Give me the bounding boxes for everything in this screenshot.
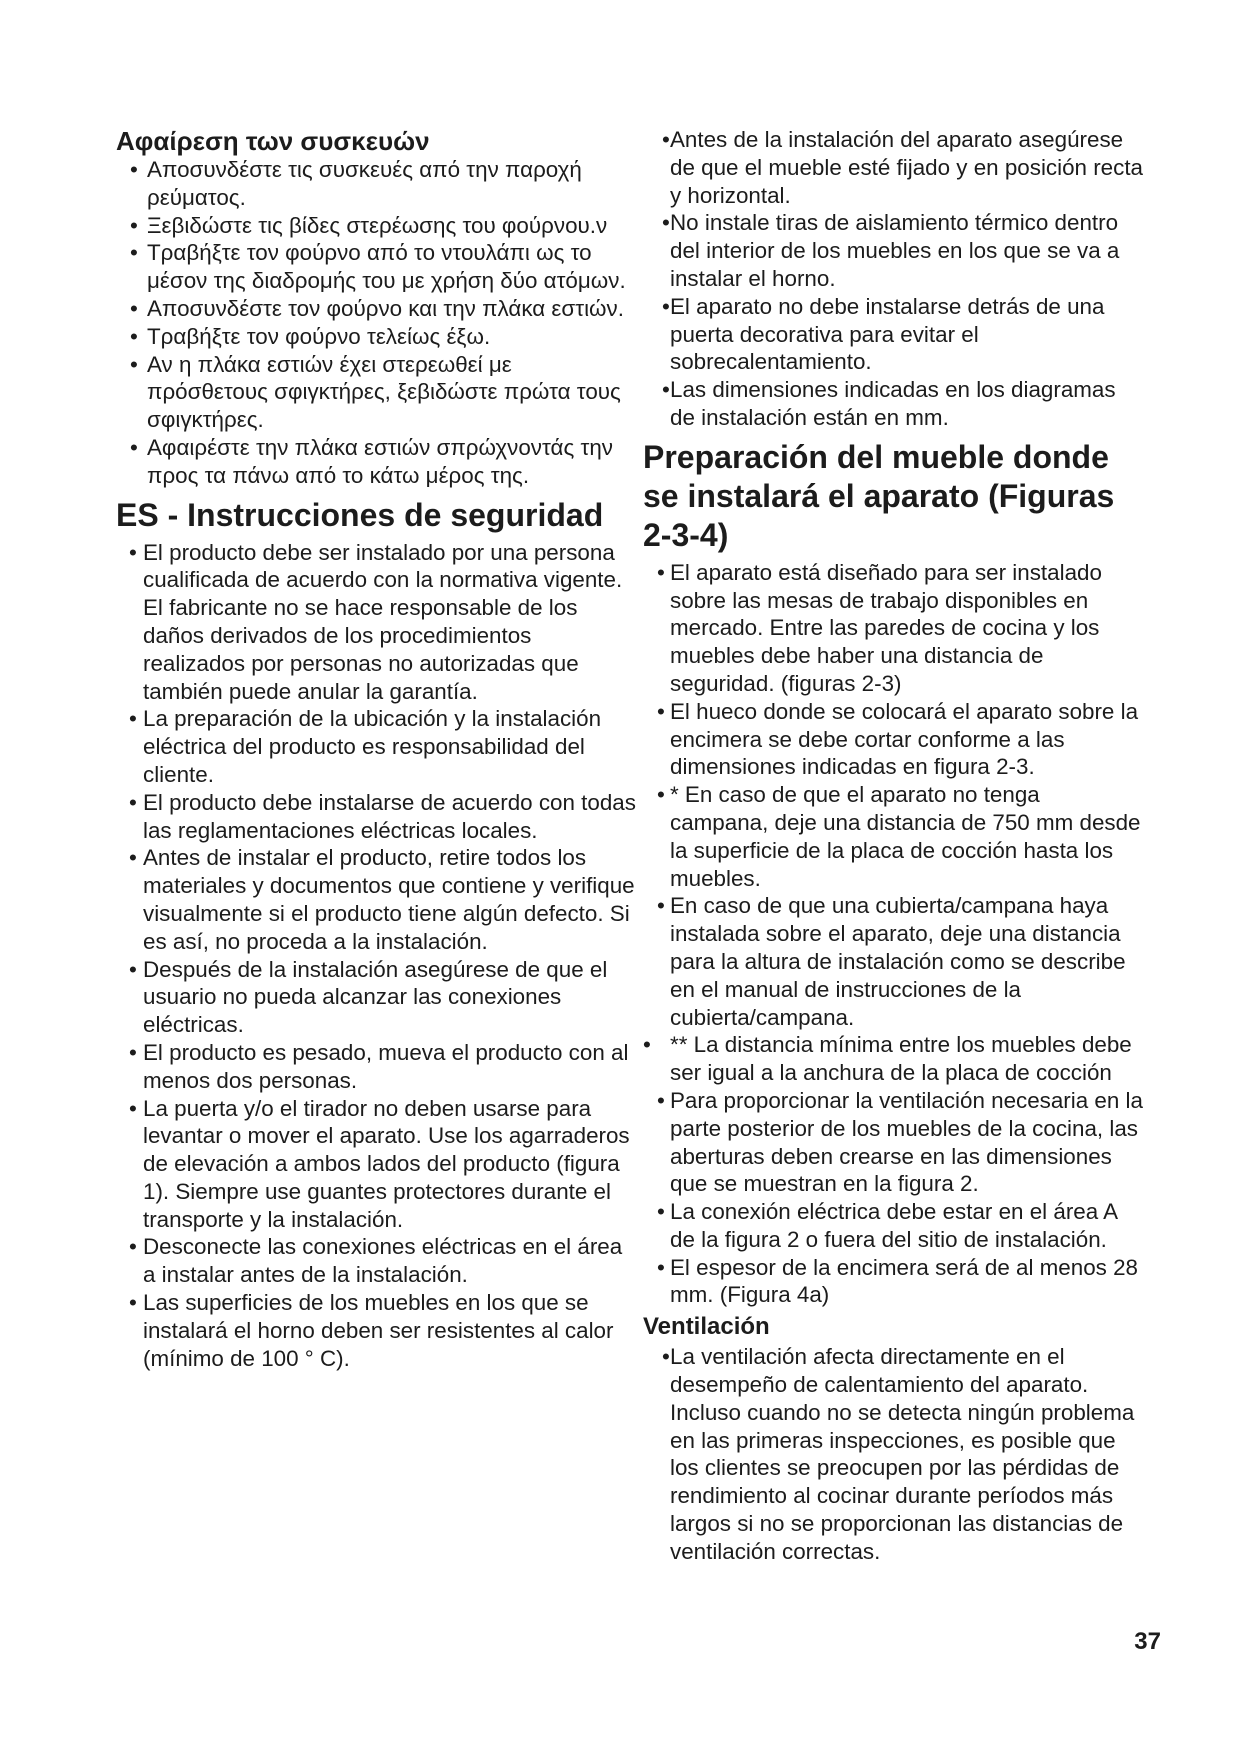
greek-removal-list (116, 156, 636, 490)
greek-section-heading: Αφαίρεση των συσκευών (116, 126, 430, 156)
list-item: • El espesor de la encimera será de al menos 28 mm. (Figura 4a) (657, 1254, 1138, 1308)
list-item: • La ventilación afecta directamente en el desempeño de calentamiento del aparato. Incluso cuando no se detecta ningún problema en las primeras inspecciones, es posible que los clientes se preocupen por las pérdidas de rendimiento al cocinar durante períodos más largos si no se proporcionan las distancias de ventilación correctas. (662, 1344, 1135, 1564)
installation-notes-list (643, 126, 1143, 432)
list-item: • La preparación de la ubicación y la instalación eléctrica del producto es responsabilidad del cliente. (129, 706, 602, 787)
list-item: • El aparato está diseñado para ser instalado sobre las mesas de trabajo disponibles en mercado. Entre las paredes de cocina y los muebles debe haber una distancia de seguridad. (figuras 2-3) (657, 559, 1102, 696)
list-item: • El hueco donde se colocará el aparato sobre la encimera se debe cortar conforme a las dimensiones indicadas en figura 2-3. (657, 698, 1139, 780)
list-item: • El producto es pesado, mueva el producto con al menos dos personas. (129, 1039, 629, 1093)
left-column (116, 126, 636, 1372)
furniture-preparation-list (643, 559, 1143, 1310)
list-item: • Αποσυνδέστε τον φούρνο και την πλάκα εστιών. (130, 295, 624, 321)
list-item: • Antes de instalar el producto, retire todos los materiales y documentos que contiene y verifique visualmente si el producto tiene algún defecto. Si es así, no proceda a la instalación. (129, 845, 635, 954)
list-item: • Αν η πλάκα εστιών έχει στερεωθεί με πρόσθετους σφιγκτήρες, ξεβιδώστε πρώτα τους σφιγκτήρες. (130, 351, 621, 433)
es-safety-list (116, 539, 636, 1373)
list-item: • La puerta y/o el tirador no deben usarse para levantar o mover el aparato. Use los agarraderos de elevación a ambos lados del producto (figura 1). Siempre use guantes protectores durante el transporte y la instalación. (129, 1095, 630, 1232)
list-item: • Antes de la instalación del aparato asegúrese de que el mueble esté fijado y en posición recta y horizontal. (662, 127, 1143, 208)
list-item: • No instale tiras de aislamiento térmico dentro del interior de los muebles en los que se va a instalar el horno. (662, 210, 1120, 291)
list-item: • Después de la instalación asegúrese de que el usuario no pueda alcanzar las conexiones eléctricas. (129, 956, 608, 1038)
es-safety-heading: ES - Instrucciones de seguridad (116, 496, 604, 533)
list-item: • ** La distancia mínima entre los muebles debe ser igual a la anchura de la placa de cocción (643, 1032, 1132, 1086)
list-item: • Τραβήξτε τον φούρνο τελείως έξω. (130, 323, 491, 349)
list-item: • Las dimensiones indicadas en los diagramas de instalación están en mm. (662, 377, 1116, 430)
page-number: 37 (1134, 1628, 1161, 1655)
list-item: • El aparato no debe instalarse detrás de una puerta decorativa para evitar el sobrecalentamiento. (662, 293, 1105, 375)
list-item: • Para proporcionar la ventilación necesaria en la parte posterior de los muebles de la cocina, las aberturas deben crearse en las dimensiones que se muestran en la figura 2. (657, 1087, 1143, 1197)
furniture-preparation-heading: Preparación del mueble donde se instalará el aparato (Figuras 2-3-4) (643, 438, 1115, 553)
list-item: • El producto debe instalarse de acuerdo con todas las reglamentaciones eléctricas locales. (129, 789, 636, 843)
list-item: • En caso de que una cubierta/campana haya instalada sobre el aparato, deje una distancia para la altura de instalación como se describe en el manual de instrucciones de la cubierta/campana. (657, 893, 1126, 1030)
ventilation-list (643, 1343, 1143, 1565)
list-item: • Ξεβιδώστε τις βίδες στερέωσης του φούρνου.ν (130, 212, 608, 238)
list-item: • Las superficies de los muebles en los que se instalará el horno deben ser resistentes al calor (mínimo de 100 ° C). (129, 1290, 614, 1371)
ventilation-heading: Ventilación (643, 1313, 770, 1341)
right-column (643, 126, 1143, 1566)
list-item: • Desconecte las conexiones eléctricas en el área a instalar antes de la instalación. (129, 1234, 623, 1288)
list-item: • * En caso de que el aparato no tenga campana, deje una distancia de 750 mm desde la superficie de la placa de cocción hasta los muebles. (657, 782, 1141, 891)
list-item: • Αποσυνδέστε τις συσκευές από την παροχή ρεύματος. (130, 157, 582, 210)
list-item: • La conexión eléctrica debe estar en el área A de la figura 2 o fuera del sitio de instalación. (657, 1199, 1117, 1252)
list-item: • Τραβήξτε τον φούρνο από το ντουλάπι ως το μέσον της διαδρομής του με χρήση δύο ατόμων. (130, 240, 626, 294)
list-item: • Αφαιρέστε την πλάκα εστιών σπρώχνοντάς την προς τα πάνω από το κάτω μέρος της. (130, 434, 613, 488)
list-item: • El producto debe ser instalado por una persona cualificada de acuerdo con la normativa vigente. El fabricante no se hace responsable de los daños derivados de los procedimientos realizados por personas no autorizadas que también puede anular la garantía. (129, 539, 623, 704)
